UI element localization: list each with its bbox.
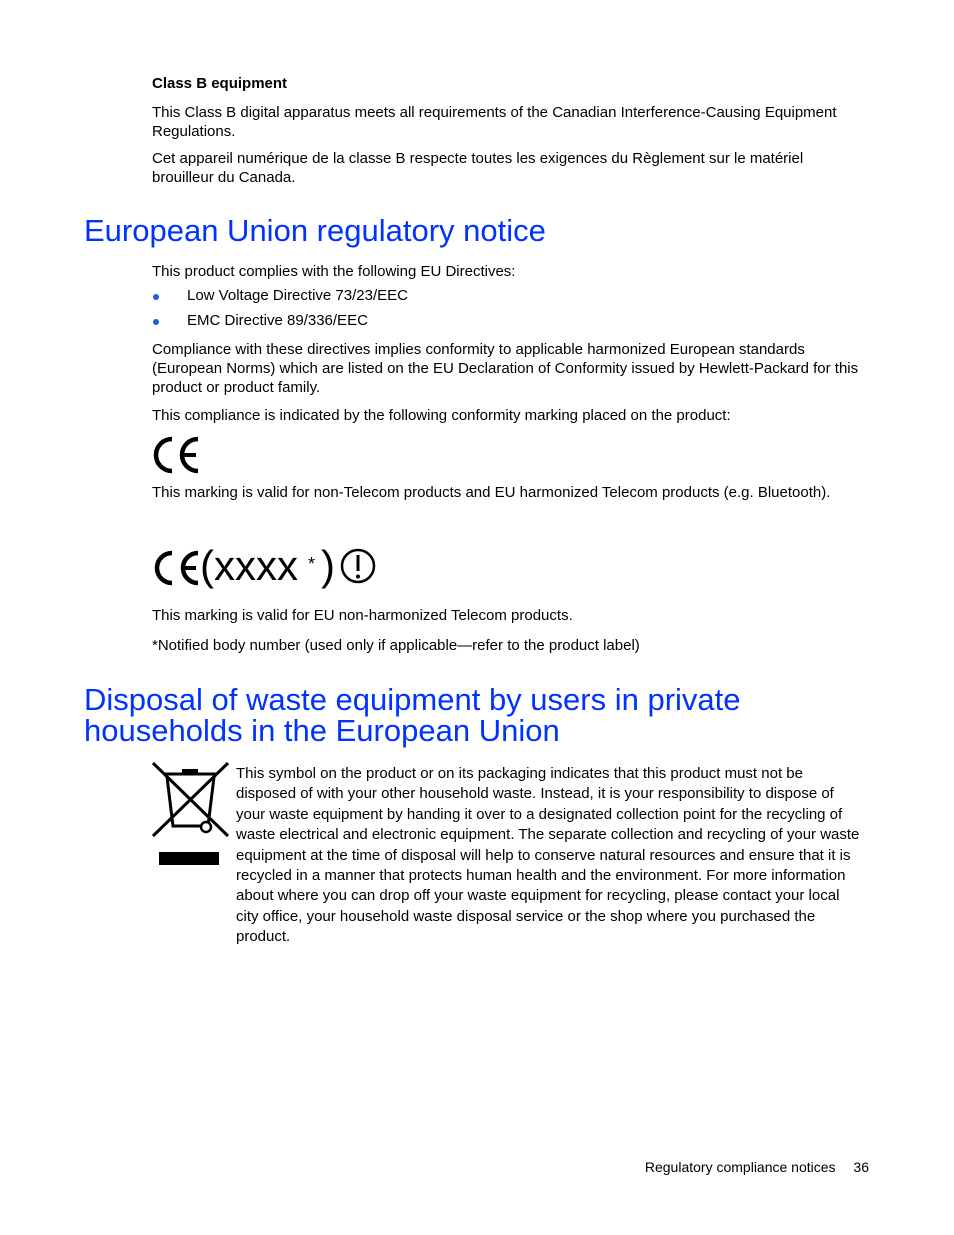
asterisk-mark: * [308,554,316,574]
alert-circle-icon [340,548,376,584]
crossed-out-wheelie-bin-icon [150,760,232,868]
compliance-paragraph: Compliance with these directives implies conformity to applicable harmonized European standards (European Norms) which are listed on the EU Declaration of Conformity issued by Hewlett-Packard for this product or product family. [152,341,859,396]
notified-body-placeholder: (xxxx [200,542,298,589]
notified-body-note: *Notified body number (used only if applicable—refer to the product label) [152,637,640,654]
disposal-paragraph: This symbol on the product or on its packaging indicates that this product must not be disposed of with your other household waste. Instead, it is your responsibility to dispose of your waste equipment by handing it over to a designated collection point for the recycling of waste electrical and electronic equipment. The separate collection and recycling of your waste equipment at the time of disposal will help to conserve natural resources and ensure that it is recycled in a manner that protects human health and the environment. For more information about where you can drop off your waste equipment for recycling, please contact your local city office, your household waste disposal service or the shop where you purchased the product. [236,765,860,946]
directive-item: Low Voltage Directive 73/23/EEC [187,287,408,304]
page-footer [645,1159,869,1175]
ce-mark-icon [150,548,204,588]
close-paren-mark: ) [321,542,335,589]
disposal-title-line-2: households in the European Union [84,713,560,748]
class-b-paragraph-en: This Class B digital apparatus meets all requirements of the Canadian Interference-Causing Equipment Regulations. [152,104,837,140]
eu-notice-title: European Union regulatory notice [84,213,546,248]
marking-valid-note-2: This marking is valid for EU non-harmonized Telecom products. [152,607,573,624]
ce-telecom-mark [150,540,390,592]
eu-directives-intro: This product complies with the following EU Directives: [152,263,516,280]
marking-intro: This compliance is indicated by the following conformity marking placed on the product: [152,407,731,424]
directive-item: EMC Directive 89/336/EEC [187,312,368,329]
class-b-paragraph-fr: Cet appareil numérique de la classe B respecte toutes les exigences du Règlement sur le matériel brouilleur du Canada. [152,150,804,186]
marking-valid-note-1: This marking is valid for non-Telecom products and EU harmonized Telecom products (e.g. Bluetooth). [152,484,831,501]
bullet-icon [153,319,159,325]
page-number: 36 [853,1159,869,1175]
disposal-title-line-1: Disposal of waste equipment by users in private [84,682,741,717]
footer-section-title: Regulatory compliance notices [644,1159,836,1175]
class-b-heading: Class B equipment [152,75,288,92]
ce-mark-icon [150,434,204,476]
bullet-icon [153,294,159,300]
